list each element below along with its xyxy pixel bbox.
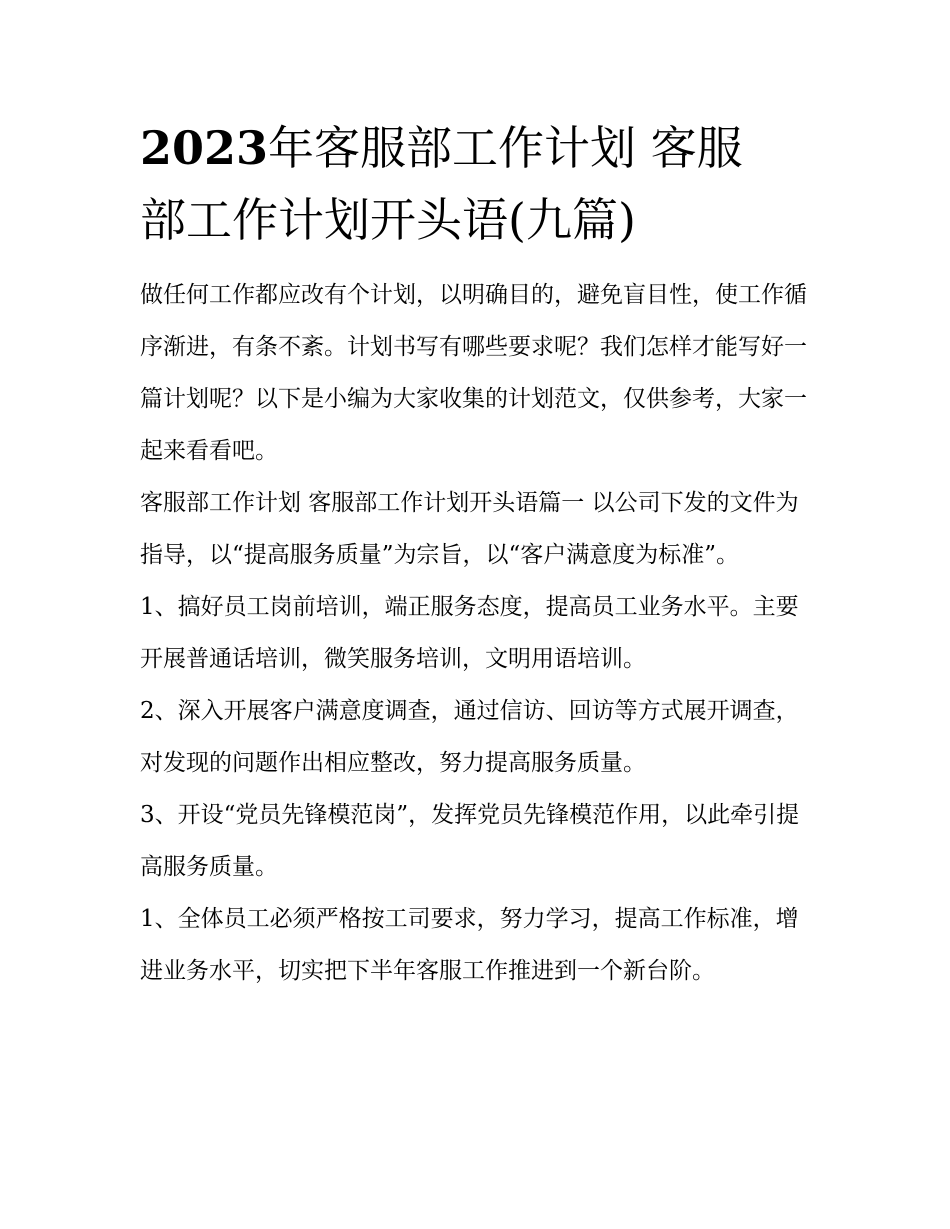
list-item-party-post: 3、开设“党员先锋模范岗”，发挥党员先锋模范作用，以此牵引提高服务质量。 xyxy=(140,802,800,880)
title-line-1: 2023年客服部工作计划 客服 xyxy=(140,121,743,175)
title-line-2: 部工作计划开头语(九篇) xyxy=(140,193,636,247)
intro-paragraph: 做任何工作都应改有个计划，以明确目的，避免盲目性，使工作循序渐进，有条不紊。计划书写有哪些要求呢？我们怎样才能写好一篇计划呢？以下是小编为大家收集的计划范文，仅供参考，大家一起来看看吧。 xyxy=(140,282,807,464)
list-item-staff-requirements: 1、全体员工必须严格按工司要求，努力学习，提高工作标准，增进业务水平，切实把下半年客服工作推进到一个新台阶。 xyxy=(140,906,799,984)
section-paragraph-1: 客服部工作计划 客服部工作计划开头语篇一 以公司下发的文件为指导，以“提高服务质量”为宗旨，以“客户满意度为标准”。 xyxy=(140,490,799,568)
list-item-survey: 2、深入开展客户满意度调查，通过信访、回访等方式展开调查，对发现的问题作出相应整改，努力提高服务质量。 xyxy=(140,698,799,776)
list-item-training: 1、搞好员工岗前培训，端正服务态度，提高员工业务水平。主要开展普通话培训，微笑服务培训，文明用语培训。 xyxy=(140,594,799,672)
document-body xyxy=(140,112,815,997)
document-title xyxy=(140,112,815,256)
title-year: 2023 xyxy=(140,121,269,175)
